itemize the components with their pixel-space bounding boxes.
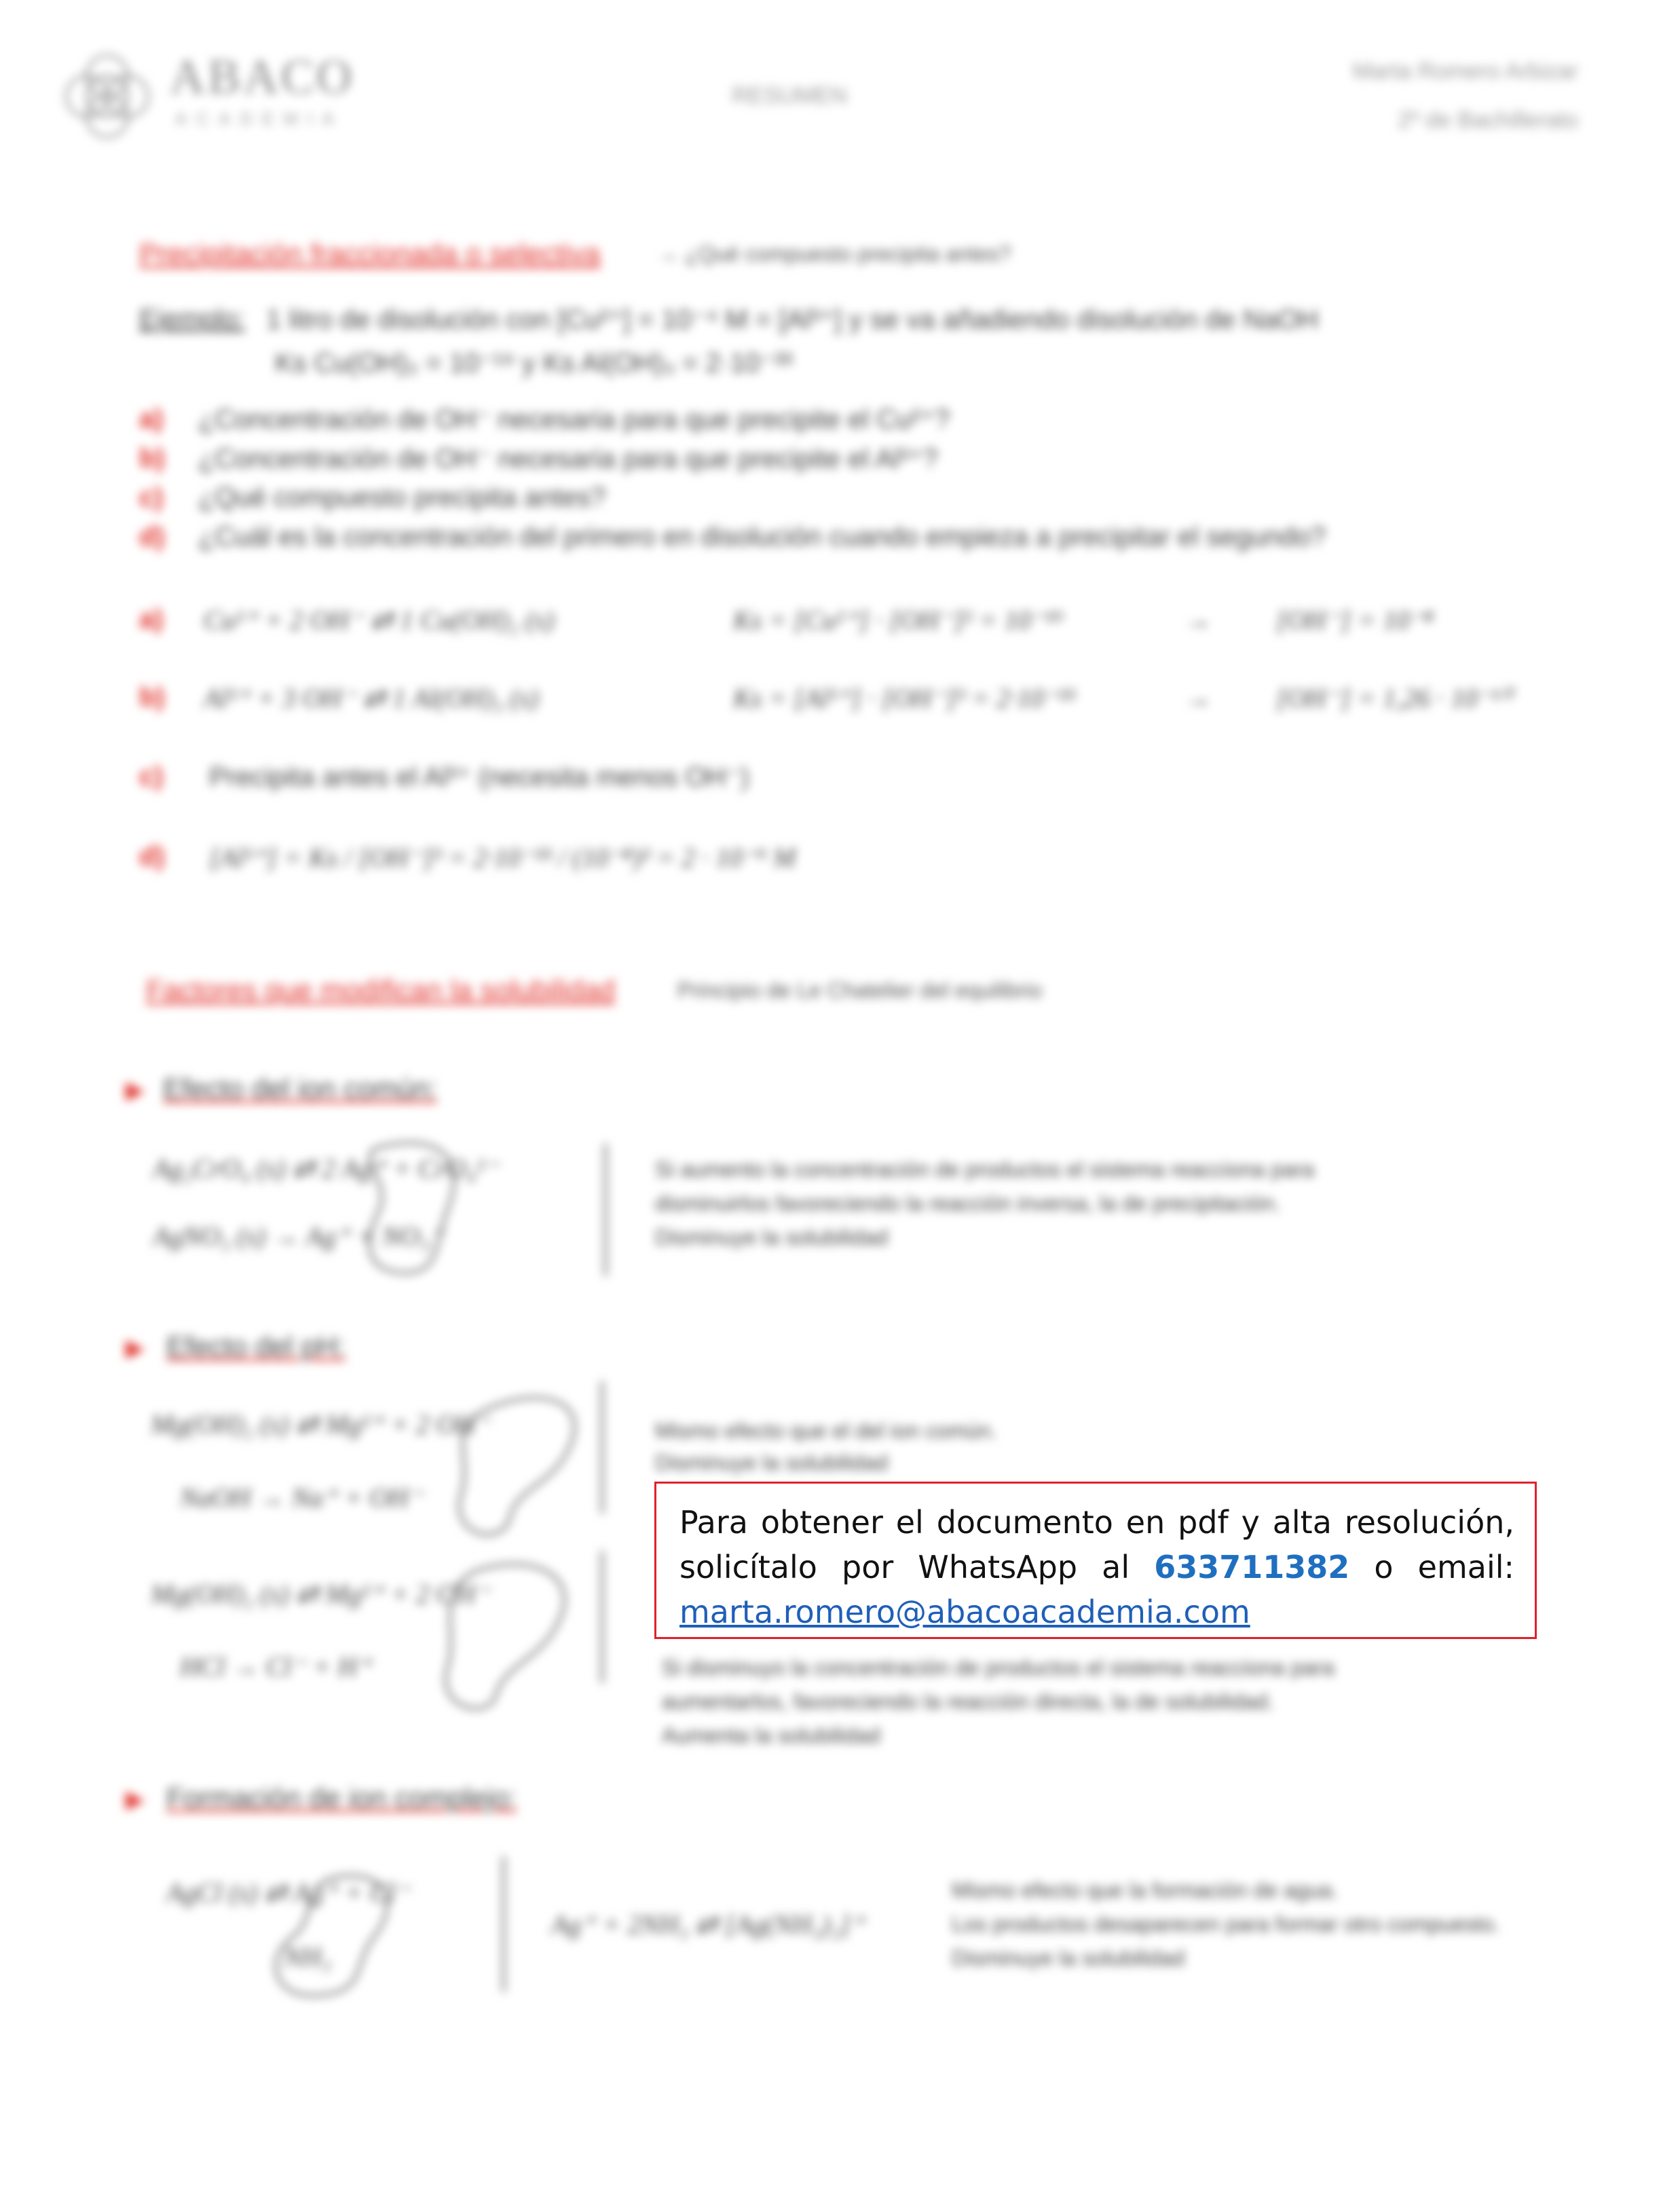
- explanation-line: Los productos desaparecen para formar otro compuesto.: [952, 1912, 1500, 1936]
- section-note-solubility: Principio de Le Chatelier del equilibrio: [677, 978, 1043, 1002]
- email-link[interactable]: marta.romero@abacoacademia.com: [679, 1594, 1250, 1630]
- bracket-divider: [604, 1144, 607, 1276]
- circled-ion-icon: [434, 1385, 584, 1541]
- question-label: b): [139, 443, 165, 473]
- bullet-arrow-icon: ▶: [126, 1076, 145, 1104]
- whatsapp-phone[interactable]: 633711382: [1154, 1549, 1350, 1585]
- subsection-title-common-ion: Efecto del ion común:: [163, 1072, 437, 1104]
- section-title-solubility: Factores que modifican la solubilidad: [146, 974, 616, 1006]
- answer-result: [OH⁻] = 1,26 · 10⁻¹⁰: [1276, 683, 1512, 713]
- question-text: ¿Cuál es la concentración del primero en disolución cuando empieza a precipitar el segundo?: [198, 522, 1326, 552]
- explanation-line: Si disminuyo la concentración de productos el sistema reacciona para: [662, 1655, 1334, 1680]
- explanation-line: Disminuye la solubilidad: [655, 1450, 889, 1475]
- answer-label: c): [139, 761, 164, 791]
- answer-label: a): [139, 604, 164, 634]
- answer-equation: Al³⁺ + 3 OH⁻ ⇄ 1 Al(OH)₃ (s): [204, 683, 539, 713]
- equation: NH₃: [284, 1942, 331, 1972]
- brand-subtitle: ACADEMIA: [175, 109, 343, 129]
- explanation-line: Disminuye la solubilidad: [952, 1946, 1185, 1970]
- question-text: ¿Concentración de OH⁻ necesaria para que precipite el Al³⁺?: [198, 444, 938, 474]
- info-text-middle: o email:: [1374, 1549, 1515, 1585]
- explanation-line: Si aumento la concentración de productos el sistema reacciona para: [655, 1157, 1315, 1182]
- explanation-line: Disminuye la solubilidad: [655, 1225, 889, 1249]
- answer-label: d): [139, 842, 165, 871]
- question-text: ¿Concentración de OH⁻ necesaria para que precipite el Cu²⁺?: [198, 405, 950, 434]
- brand-name: ABACO: [170, 50, 355, 104]
- explanation-line: Mismo efecto que el del ion común.: [655, 1418, 997, 1443]
- answer-text: Precipita antes el Al³⁺ (necesita menos OH⁻): [209, 762, 749, 792]
- question-label: d): [139, 522, 165, 552]
- answer-result: [OH⁻] = 10⁻⁸: [1276, 605, 1434, 635]
- answer-equation: Cu²⁺ + 2 OH⁻ ⇄ 1 Cu(OH)₂ (s): [204, 605, 555, 635]
- circled-ion-icon: [265, 1863, 407, 2006]
- question-text: ¿Qué compuesto precipita antes?: [198, 483, 606, 512]
- equation: Ag₂CrO₄ (s) ⇄ 2 Ag⁺ + CrO₄²⁻: [153, 1153, 499, 1184]
- equation: HCl → Cl⁻ + H⁺: [180, 1651, 372, 1682]
- equation: AgCl (s) ⇄ Ag⁺ + Cl⁻: [166, 1877, 410, 1908]
- answer-arrow: →: [1184, 605, 1212, 635]
- question-label: c): [139, 483, 164, 512]
- logo-icon: [53, 42, 162, 151]
- course-name: 2º de Bachillerato: [1398, 107, 1578, 133]
- equation: AgNO₃ (s) → Ag⁺ + NO₃⁻: [153, 1221, 444, 1252]
- example-text: 1 litro de disolución con [Cu²⁺] = 10⁻⁴ M = [Al³⁺] y se va añadiendo disolución de NaOH: [266, 305, 1319, 335]
- bracket-divider: [502, 1856, 505, 1992]
- info-text: Para obtener el documento en pdf y alta resolución, solicítalo por WhatsApp al: [679, 1504, 1514, 1585]
- bullet-arrow-icon: ▶: [126, 1785, 145, 1813]
- answer-label: b): [139, 682, 165, 712]
- explanation-line: Mismo efecto que la formación de agua.: [952, 1878, 1339, 1902]
- author-name: Marta Romero Arbizar: [1352, 58, 1578, 84]
- answer-arrow: →: [1184, 683, 1212, 713]
- answer-ks: Ks = [Cu²⁺] · [OH⁻]² = 10⁻¹⁹: [733, 605, 1064, 635]
- explanation-line: aumentarlos, favoreciendo la reacción directa, la de solubilidad.: [662, 1689, 1274, 1714]
- bracket-divider: [601, 1381, 603, 1513]
- bullet-arrow-icon: ▶: [126, 1334, 145, 1361]
- equation: Mg(OH)₂ (s) ⇄ Mg²⁺ + 2 OH⁻: [151, 1579, 490, 1609]
- explanation-line: disminuirlos favoreciendo la reacción inversa, la de precipitación.: [655, 1191, 1281, 1216]
- circled-ion-icon: [353, 1133, 468, 1283]
- download-info-box: [654, 1482, 1537, 1639]
- bracket-divider: [601, 1551, 603, 1683]
- question-label: a): [139, 404, 164, 434]
- equation: Mg(OH)₂ (s) ⇄ Mg²⁺ + 2 OH⁻: [151, 1409, 490, 1440]
- document-type: RESUMEN: [732, 83, 848, 109]
- ks-line: Ks Cu(OH)₂ = 10⁻¹⁹ y Ks Al(OH)₃ = 2·10⁻³³: [275, 348, 793, 378]
- answer-equation: [Al³⁺] = Ks / [OH⁻]³ = 2·10⁻³³ / (10⁻⁸)³ = 2 · 10⁻⁹ M: [209, 842, 796, 873]
- subsection-title-complex-ion: Formación de ion complejo:: [166, 1782, 517, 1813]
- section-title-precipitation: Precipitación fraccionada o selectiva: [139, 238, 601, 269]
- section-note-precipitation: → ¿Qué compuesto precipita antes?: [657, 242, 1011, 266]
- equation: NaOH → Na⁺ + OH⁻: [180, 1482, 424, 1513]
- example-label: Ejemplo:: [139, 304, 245, 334]
- explanation-line: Aumenta la solubilidad: [662, 1723, 880, 1748]
- answer-ks: Ks = [Al³⁺] · [OH⁻]³ = 2·10⁻³³: [733, 683, 1075, 713]
- circled-ion-icon: [421, 1551, 577, 1714]
- subsection-title-ph: Efecto del pH:: [166, 1330, 346, 1362]
- equation: Ag⁺ + 2NH₃ ⇄ [Ag(NH₃)₂]⁺: [551, 1909, 865, 1940]
